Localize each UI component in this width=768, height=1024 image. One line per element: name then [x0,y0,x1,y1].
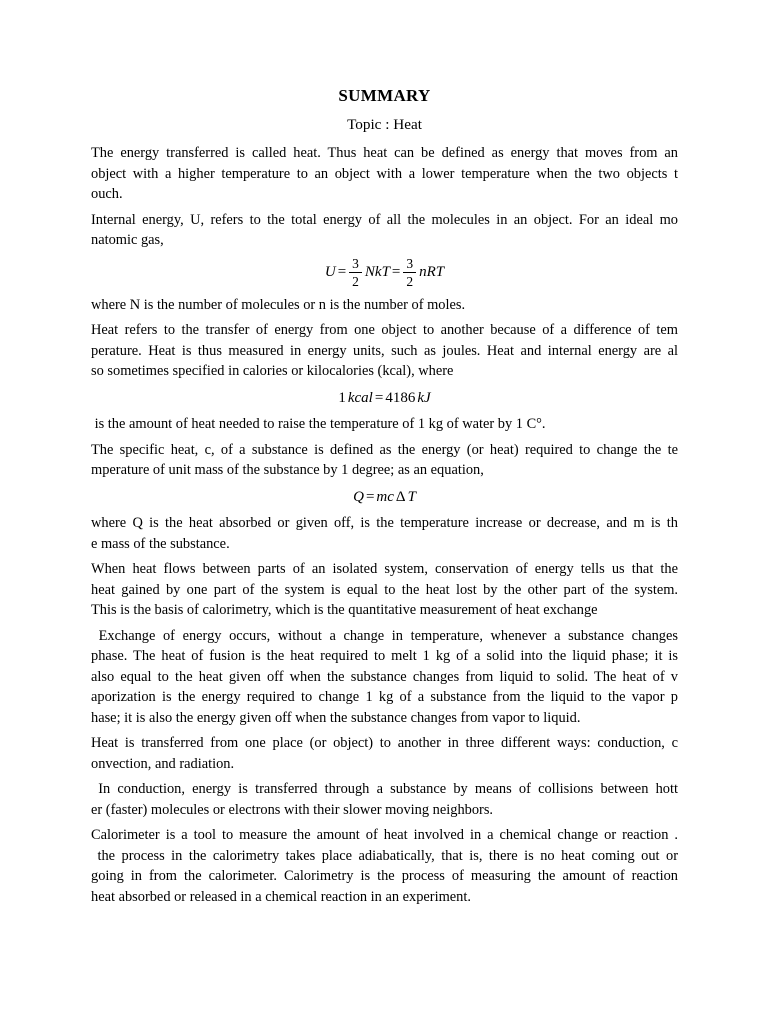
equation-term: T [407,488,416,505]
document-subtitle: Topic : Heat [347,116,422,133]
specific-heat-equation [91,487,678,508]
equation-term: nRT [419,264,445,281]
text-line: Heat is transferred from one place (or object) to another in three different ways: conduction, c [91,735,678,751]
equation-term: kcal [347,389,373,406]
document-body [91,143,678,907]
equation-term: mc [376,488,394,505]
equation-term: Δ [395,488,406,505]
text-line: heat absorbed or released in a chemical reaction in an experiment. [91,888,471,905]
text-line: ouch. [91,186,123,202]
text-line: where Q is the heat absorbed or given off, is the temperature increase or decrease, and m is th [91,515,678,531]
text-line: also equal to the heat given off when the substance changes from liquid to solid. The heat of v [91,668,678,685]
internal-energy-equation [91,257,678,289]
fraction: $\frac{3}{2}$ [403,257,416,289]
fraction: $\frac{3}{2}$ [349,257,362,289]
kcal-equation [91,388,678,409]
document-title: SUMMARY [338,86,431,105]
paragraph [91,825,678,907]
text-line: so sometimes specified in calories or kilocalories (kcal), where [91,363,454,379]
paragraph [91,559,678,621]
equation-term: = [391,264,401,281]
equation-term: NkT [364,264,390,281]
paragraph [91,779,678,820]
text-line: Calorimeter is a tool to measure the amount of heat involved in a chemical change or reaction . [91,827,678,843]
text-line: Heat refers to the transfer of energy from one object to another because of a difference of tem [91,322,678,338]
paragraph [91,210,678,251]
text-line: e mass of the substance. [91,535,230,552]
text-line: heat gained by one part of the system is equal to the heat lost by the other part of the system. [91,581,678,598]
text-line: mperature of unit mass of the substance by 1 degree; as an equation, [91,462,484,478]
text-line: where N is the number of molecules or n is the number of moles. [91,296,466,313]
equation-term: = [365,488,375,505]
text-line: object with a higher temperature to an object with a lower temperature when the two objects t [91,165,678,182]
text-line: onvection, and radiation. [91,755,235,772]
text-line: is the amount of heat needed to raise the temperature of 1 kg of water by 1 C°. [91,416,546,432]
equation-term: = [337,264,347,281]
text-line: The energy transferred is called heat. Thus heat can be defined as energy that moves from an [91,145,678,161]
text-line: When heat flows between parts of an isolated system, conservation of energy tells us that the [91,561,678,577]
equation-term: 1 [338,389,346,406]
paragraph [91,320,678,382]
equation-term: U [324,264,336,281]
text-line: going in from the calorimeter. Calorimetry is the process of measuring the amount of reaction [91,868,678,884]
paragraph [91,440,678,481]
text-line: the process in the calorimetry takes place adiabatically, that is, there is no heat coming out or [91,847,678,864]
text-line: In conduction, energy is transferred through a substance by means of collisions between hott [91,781,678,797]
paragraph [91,513,678,554]
equation-term: = [374,389,384,406]
text-line: er (faster) molecules or electrons with their slower moving neighbors. [91,801,494,818]
text-line: Exchange of energy occurs, without a change in temperature, whenever a substance changes [91,627,678,644]
paragraph [91,733,678,774]
equation-term: kJ [417,389,431,406]
text-line: This is the basis of calorimetry, which is the quantitative measurement of heat exchange [91,602,598,618]
text-line: Internal energy, U, refers to the total energy of all the molecules in an object. For an ideal mo [91,211,678,228]
text-line: natomic gas, [91,232,164,248]
text-line: The specific heat, c, of a substance is defined as the energy (or heat) required to change the te [91,441,678,458]
paragraph [91,414,678,435]
equation-term: Q [353,488,364,505]
text-line: perature. Heat is thus measured in energy units, such as joules. Heat and internal energy are al [91,342,678,359]
paragraph [91,143,678,205]
text-line: aporization is the energy required to change 1 kg of a substance from the liquid to the vapor p [91,689,678,705]
paragraph [91,626,678,729]
equation-term: 4186 [385,389,416,406]
paragraph [91,295,678,316]
text-line: hase; it is also the energy given off when the substance changes from vapor to liquid. [91,709,581,726]
text-line: phase. The heat of fusion is the heat required to melt 1 kg of a solid into the liquid phase; it is [91,648,678,664]
